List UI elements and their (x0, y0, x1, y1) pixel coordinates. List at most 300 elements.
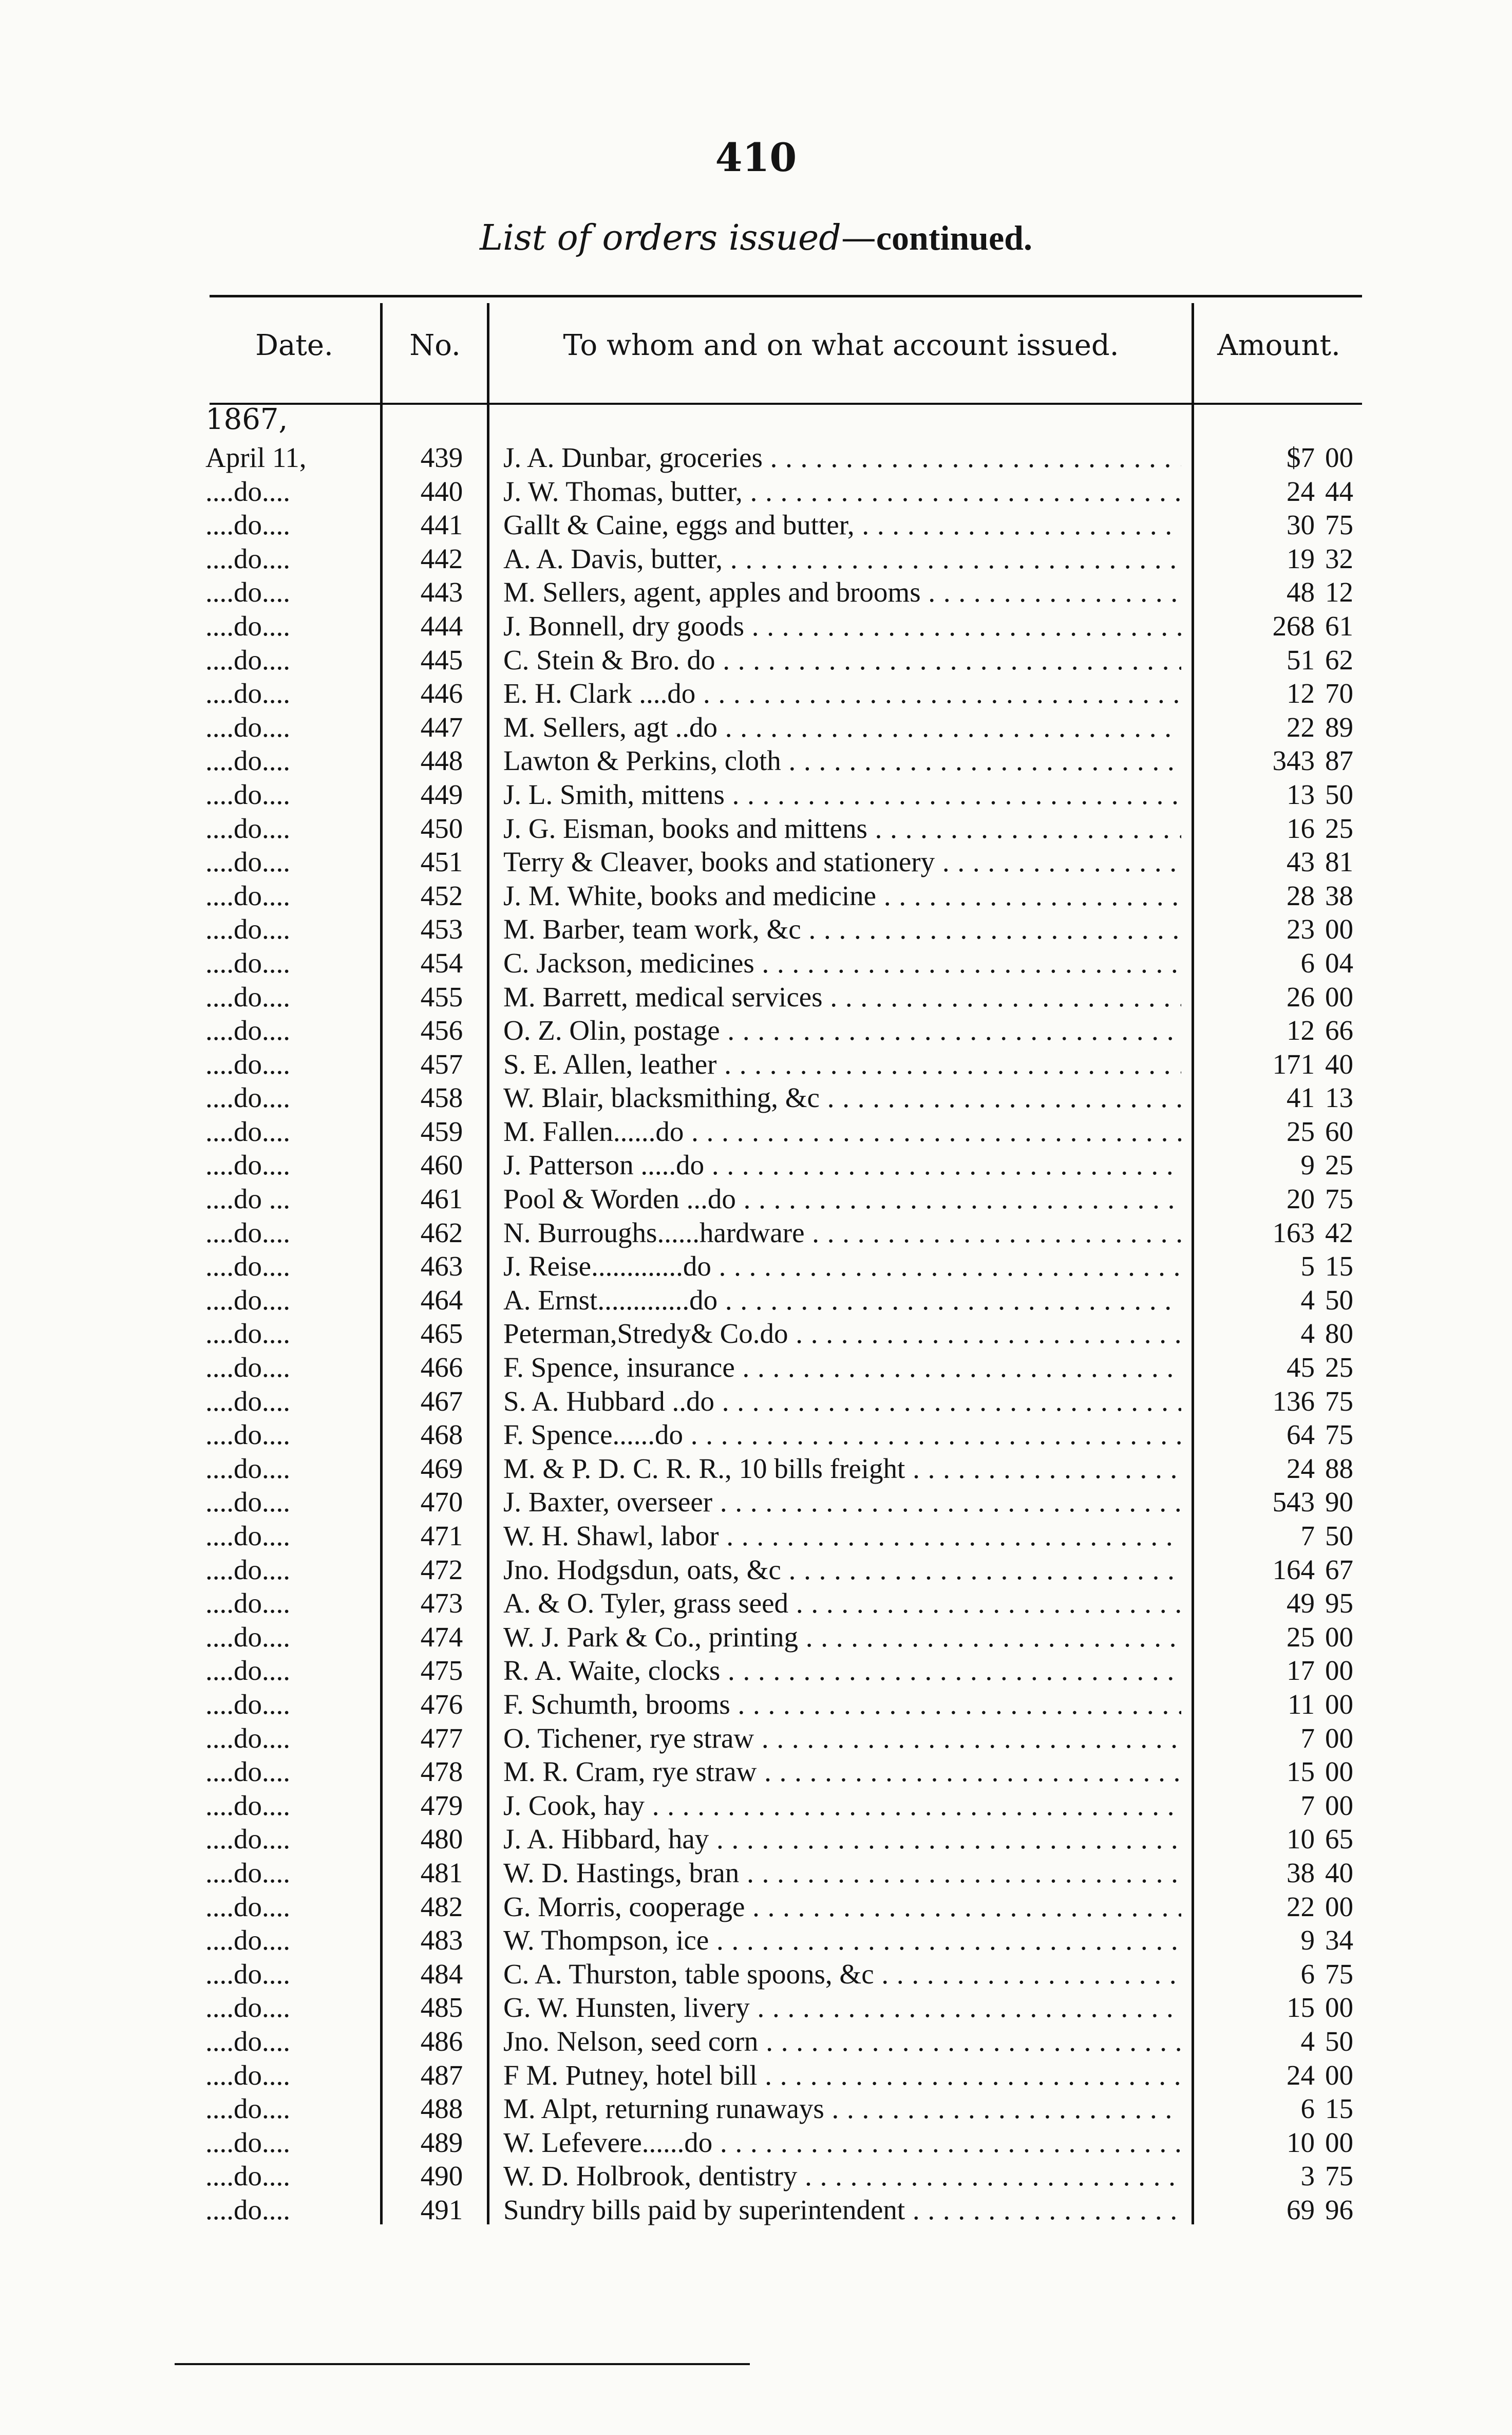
table-row (0, 980, 1512, 1014)
table-row (0, 845, 1512, 879)
row-number: 441 (420, 509, 463, 541)
row-amount-dollars: 43 (1287, 846, 1315, 878)
row-amount-dollars: 69 (1287, 2194, 1315, 2225)
row-date: ....do.... (205, 1284, 290, 1316)
row-number: 485 (420, 1992, 463, 2024)
footer-rule (175, 2363, 750, 2365)
row-description: J. L. Smith, mittens . . . (503, 778, 1181, 812)
table-row (0, 1620, 1512, 1654)
row-amount-dollars: 171 (1272, 1048, 1315, 1080)
table-row (0, 1688, 1512, 1721)
row-date: ....do.... (205, 1082, 290, 1114)
row-description: C. A. Thurston, table spoons, &c . . . (503, 1957, 1181, 1991)
row-number: 454 (420, 947, 463, 979)
row-amount-cents: 00 (1325, 1992, 1353, 2024)
row-amount-dollars: 7 (1300, 1722, 1315, 1754)
table-row (0, 2126, 1512, 2160)
title-continued: continued. (876, 218, 1032, 257)
row-description: J. Cook, hay . . . (503, 1789, 1181, 1823)
table-row (0, 1249, 1512, 1283)
row-date: ....do.... (205, 1823, 290, 1855)
row-amount-dollars: 164 (1272, 1553, 1315, 1585)
row-amount-cents: 15 (1325, 1250, 1353, 1282)
row-amount-cents: 67 (1325, 1553, 1353, 1585)
row-amount-cents: 40 (1325, 1857, 1353, 1888)
table-row (0, 1148, 1512, 1182)
row-number: 488 (420, 2093, 463, 2125)
row-amount-dollars: 17 (1287, 1655, 1315, 1687)
table-row (0, 1957, 1512, 1991)
table-row (0, 778, 1512, 812)
row-amount-dollars: 25 (1287, 1115, 1315, 1147)
row-date: ....do.... (205, 1587, 290, 1619)
table-row (0, 441, 1512, 475)
row-amount-cents: 44 (1325, 475, 1353, 507)
row-description: Terry & Cleaver, books and stationery . . . (503, 845, 1181, 879)
table-row (0, 1890, 1512, 1924)
row-amount-cents: 60 (1325, 1115, 1353, 1147)
table-row (0, 1586, 1512, 1620)
row-amount-cents: 25 (1325, 1352, 1353, 1383)
row-date: ....do.... (205, 1958, 290, 1990)
row-date: ....do.... (205, 1250, 290, 1282)
table-row (0, 1654, 1512, 1688)
row-description: C. Stein & Bro. do . . . (503, 643, 1181, 677)
row-amount-cents: 04 (1325, 947, 1353, 979)
row-number: 471 (420, 1520, 463, 1551)
row-number: 479 (420, 1789, 463, 1821)
row-amount-dollars: 22 (1287, 1890, 1315, 1922)
row-amount-dollars: 15 (1287, 1756, 1315, 1788)
row-date: ....do.... (205, 2059, 290, 2091)
row-description: W. J. Park & Co., printing . . . (503, 1620, 1181, 1654)
row-date: ....do.... (205, 644, 290, 676)
row-number: 465 (420, 1318, 463, 1350)
table-row (0, 879, 1512, 913)
row-description: M. R. Cram, rye straw . . . (503, 1755, 1181, 1789)
row-number: 448 (420, 745, 463, 777)
row-number: 440 (420, 475, 463, 507)
row-date: ....do.... (205, 1857, 290, 1888)
table-row (0, 542, 1512, 576)
row-date: ....do.... (205, 947, 290, 979)
table-row (0, 1452, 1512, 1486)
row-number: 469 (420, 1452, 463, 1484)
row-amount-dollars: 23 (1287, 913, 1315, 945)
row-amount-dollars: 163 (1272, 1216, 1315, 1248)
row-description: J. A. Hibbard, hay . . . (503, 1822, 1181, 1856)
row-amount-cents: 00 (1325, 913, 1353, 945)
row-number: 453 (420, 913, 463, 945)
header-no: No. (409, 329, 461, 362)
row-number: 464 (420, 1284, 463, 1316)
row-number: 477 (420, 1722, 463, 1754)
row-amount-cents: 32 (1325, 542, 1353, 574)
row-amount-dollars: 49 (1287, 1587, 1315, 1619)
table-row (0, 1014, 1512, 1047)
row-amount-dollars: 15 (1287, 1992, 1315, 2024)
row-amount-dollars: 25 (1287, 1621, 1315, 1653)
row-number: 456 (420, 1015, 463, 1046)
table-row (0, 1216, 1512, 1250)
row-amount-cents: 75 (1325, 2160, 1353, 2192)
row-amount-cents: 50 (1325, 1284, 1353, 1316)
row-date: ....do.... (205, 1216, 290, 1248)
row-amount-cents: 80 (1325, 1318, 1353, 1350)
row-amount-dollars: 5 (1300, 1250, 1315, 1282)
row-date: ....do.... (205, 1015, 290, 1046)
row-amount-dollars: 9 (1300, 1149, 1315, 1181)
row-description: Pool & Worden ...do . . . (503, 1182, 1181, 1216)
row-amount-cents: 65 (1325, 1823, 1353, 1855)
row-number: 478 (420, 1756, 463, 1788)
table-row (0, 1283, 1512, 1317)
row-amount-dollars: 28 (1287, 879, 1315, 911)
row-amount-dollars: 543 (1272, 1486, 1315, 1518)
table-row (0, 475, 1512, 509)
header-date: Date. (255, 329, 333, 362)
row-amount-cents: 50 (1325, 778, 1353, 810)
row-description: W. Thompson, ice . . . (503, 1923, 1181, 1957)
row-amount-cents: 00 (1325, 1756, 1353, 1788)
row-number: 451 (420, 846, 463, 878)
row-number: 476 (420, 1688, 463, 1720)
row-description: Jno. Nelson, seed corn . . . (503, 2025, 1181, 2058)
row-date: ....do.... (205, 846, 290, 878)
row-number: 457 (420, 1048, 463, 1080)
row-date: ....do.... (205, 1452, 290, 1484)
row-date: ....do.... (205, 2126, 290, 2158)
row-description: W. H. Shawl, labor . . . (503, 1519, 1181, 1553)
row-amount-dollars: 6 (1300, 947, 1315, 979)
table-row (0, 2193, 1512, 2227)
table-row (0, 710, 1512, 744)
row-description: G. Morris, cooperage . . . (503, 1890, 1181, 1924)
table-row (0, 1115, 1512, 1149)
row-number: 449 (420, 778, 463, 810)
row-number: 468 (420, 1419, 463, 1451)
table-row (0, 912, 1512, 946)
row-date: ....do.... (205, 542, 290, 574)
row-amount-cents: 00 (1325, 1655, 1353, 1687)
row-amount-cents: 00 (1325, 1621, 1353, 1653)
row-number: 443 (420, 576, 463, 608)
row-amount-cents: 70 (1325, 678, 1353, 709)
row-amount-cents: 00 (1325, 2126, 1353, 2158)
row-amount-dollars: 6 (1300, 2093, 1315, 2125)
table-row (0, 643, 1512, 677)
row-number: 462 (420, 1216, 463, 1248)
row-amount-dollars: 11 (1288, 1688, 1315, 1720)
row-description: A. Ernst.............do . . . (503, 1283, 1181, 1317)
table-row (0, 1721, 1512, 1755)
row-amount-cents: 61 (1325, 610, 1353, 642)
row-amount-dollars: 22 (1287, 711, 1315, 743)
table-row (0, 2058, 1512, 2092)
row-number: 480 (420, 1823, 463, 1855)
table-row (0, 1991, 1512, 2025)
row-number: 474 (420, 1621, 463, 1653)
row-description: J. G. Eisman, books and mittens . . . (503, 812, 1181, 846)
row-amount-cents: 00 (1325, 2059, 1353, 2091)
row-number: 473 (420, 1587, 463, 1619)
table-row (0, 1317, 1512, 1351)
table-row (0, 677, 1512, 710)
table-row (0, 1351, 1512, 1384)
row-number: 458 (420, 1082, 463, 1114)
row-description: M. Fallen......do . . . (503, 1115, 1181, 1149)
page-title (0, 218, 1512, 258)
row-number: 447 (420, 711, 463, 743)
orders-list (0, 441, 1512, 2226)
row-amount-dollars: 7 (1300, 1789, 1315, 1821)
row-description: J. A. Dunbar, groceries . . . (503, 441, 1181, 475)
row-amount-cents: 50 (1325, 2025, 1353, 2057)
row-amount-cents: 00 (1325, 981, 1353, 1013)
row-amount-dollars: 4 (1300, 2025, 1315, 2057)
row-amount-dollars: 19 (1287, 542, 1315, 574)
row-description: Lawton & Perkins, cloth . . . (503, 744, 1181, 778)
row-amount-cents: 96 (1325, 2194, 1353, 2225)
table-row (0, 2159, 1512, 2193)
table-row (0, 1755, 1512, 1789)
row-description: E. H. Clark ....do . . . (503, 677, 1181, 710)
row-description: J. Patterson .....do . . . (503, 1148, 1181, 1182)
row-amount-cents: 89 (1325, 711, 1353, 743)
row-number: 472 (420, 1553, 463, 1585)
row-amount-cents: 87 (1325, 745, 1353, 777)
row-date: ....do.... (205, 1655, 290, 1687)
row-description: A. A. Davis, butter, . . . (503, 542, 1181, 576)
row-number: 491 (420, 2194, 463, 2225)
row-description: O. Z. Olin, postage . . . (503, 1014, 1181, 1047)
table-top-rule (210, 295, 1362, 297)
row-amount-dollars: 26 (1287, 981, 1315, 1013)
page-number: 410 (715, 135, 797, 180)
table-row (0, 1485, 1512, 1519)
row-amount-cents: 13 (1325, 1082, 1353, 1114)
row-number: 466 (420, 1352, 463, 1383)
row-description: J. Baxter, overseer . . . (503, 1485, 1181, 1519)
row-date: ....do.... (205, 1756, 290, 1788)
row-description: O. Tichener, rye straw . . . (503, 1721, 1181, 1755)
row-date: ....do.... (205, 1688, 290, 1720)
row-number: 459 (420, 1115, 463, 1147)
row-date: ....do.... (205, 1352, 290, 1383)
row-description: R. A. Waite, clocks . . . (503, 1654, 1181, 1688)
table-row (0, 2092, 1512, 2126)
table-row (0, 1923, 1512, 1957)
row-amount-dollars: 30 (1287, 509, 1315, 541)
table-row (0, 1418, 1512, 1452)
table-row (0, 1182, 1512, 1216)
row-number: 484 (420, 1958, 463, 1990)
row-date: ....do.... (205, 1722, 290, 1754)
row-amount-dollars: 38 (1287, 1857, 1315, 1888)
row-date: April 11, (205, 442, 307, 473)
row-number: 463 (420, 1250, 463, 1282)
row-amount-dollars: $7 (1287, 442, 1315, 473)
row-date: ....do.... (205, 745, 290, 777)
row-description: Jno. Hodgsdun, oats, &c . . . (503, 1553, 1181, 1587)
row-date: ....do.... (205, 509, 290, 541)
row-date: ....do.... (205, 1520, 290, 1551)
row-amount-dollars: 41 (1287, 1082, 1315, 1114)
header-amount: Amount. (1217, 329, 1340, 362)
row-number: 452 (420, 879, 463, 911)
row-amount-cents: 66 (1325, 1015, 1353, 1046)
row-description: F. Schumth, brooms . . . (503, 1688, 1181, 1721)
table-row (0, 1553, 1512, 1587)
row-amount-cents: 00 (1325, 1890, 1353, 1922)
row-date: ....do.... (205, 576, 290, 608)
table-row (0, 812, 1512, 846)
row-date: ....do.... (205, 778, 290, 810)
row-amount-dollars: 6 (1300, 1958, 1315, 1990)
row-date: ....do.... (205, 1385, 290, 1417)
row-amount-dollars: 20 (1287, 1183, 1315, 1215)
row-amount-cents: 15 (1325, 2093, 1353, 2125)
row-amount-dollars: 64 (1287, 1419, 1315, 1451)
row-number: 489 (420, 2126, 463, 2158)
row-date: ....do.... (205, 1318, 290, 1350)
table-row (0, 2025, 1512, 2058)
table-row (0, 744, 1512, 778)
row-date: ....do.... (205, 913, 290, 945)
row-amount-cents: 75 (1325, 1958, 1353, 1990)
row-description: S. A. Hubbard ..do . . . (503, 1384, 1181, 1418)
row-amount-cents: 75 (1325, 1385, 1353, 1417)
row-number: 444 (420, 610, 463, 642)
table-row (0, 575, 1512, 609)
row-description: M. Sellers, agt ..do . . . (503, 710, 1181, 744)
table-row (0, 609, 1512, 643)
header-description: To whom and on what account issued. (563, 329, 1119, 362)
row-date: ....do.... (205, 2194, 290, 2225)
table-row (0, 1384, 1512, 1418)
row-amount-dollars: 10 (1287, 1823, 1315, 1855)
row-number: 470 (420, 1486, 463, 1518)
row-number: 482 (420, 1890, 463, 1922)
row-date: ....do.... (205, 879, 290, 911)
row-date: ....do.... (205, 475, 290, 507)
row-amount-cents: 00 (1325, 1722, 1353, 1754)
row-description: W. Lefevere......do . . . (503, 2126, 1181, 2160)
row-amount-dollars: 4 (1300, 1284, 1315, 1316)
row-amount-cents: 75 (1325, 1183, 1353, 1215)
row-amount-dollars: 16 (1287, 812, 1315, 844)
row-description: G. W. Hunsten, livery . . . (503, 1991, 1181, 2025)
row-description: J. W. Thomas, butter, . . . (503, 475, 1181, 509)
row-amount-dollars: 12 (1287, 1015, 1315, 1046)
row-date: ....do.... (205, 711, 290, 743)
row-number: 450 (420, 812, 463, 844)
table-row (0, 1856, 1512, 1890)
row-amount-dollars: 4 (1300, 1318, 1315, 1350)
row-date: ....do.... (205, 1621, 290, 1653)
row-description: J. Bonnell, dry goods . . . (503, 609, 1181, 643)
row-number: 446 (420, 678, 463, 709)
row-amount-cents: 90 (1325, 1486, 1353, 1518)
row-description: F. Spence, insurance . . . (503, 1351, 1181, 1384)
row-number: 461 (420, 1183, 463, 1215)
title-main: List of orders issued (480, 218, 841, 258)
row-amount-cents: 75 (1325, 509, 1353, 541)
row-amount-dollars: 136 (1272, 1385, 1315, 1417)
row-number: 442 (420, 542, 463, 574)
row-amount-cents: 00 (1325, 1789, 1353, 1821)
row-amount-cents: 81 (1325, 846, 1353, 878)
row-description: J. M. White, books and medicine . . . (503, 879, 1181, 913)
row-description: F. Spence......do . . . (503, 1418, 1181, 1452)
row-amount-dollars: 48 (1287, 576, 1315, 608)
row-date: ....do.... (205, 678, 290, 709)
row-amount-cents: 00 (1325, 442, 1353, 473)
row-date: ....do ... (205, 1183, 290, 1215)
row-amount-cents: 50 (1325, 1520, 1353, 1551)
row-description: W. Blair, blacksmithing, &c . . . (503, 1081, 1181, 1115)
row-number: 481 (420, 1857, 463, 1888)
row-description: S. E. Allen, leather . . . (503, 1047, 1181, 1081)
row-amount-dollars: 51 (1287, 644, 1315, 676)
row-date: ....do.... (205, 610, 290, 642)
row-description: M. Alpt, returning runaways . . . (503, 2092, 1181, 2126)
row-amount-dollars: 7 (1300, 1520, 1315, 1551)
row-description: W. D. Hastings, bran . . . (503, 1856, 1181, 1890)
row-amount-cents: 40 (1325, 1048, 1353, 1080)
row-amount-cents: 88 (1325, 1452, 1353, 1484)
row-amount-cents: 25 (1325, 812, 1353, 844)
row-date: ....do.... (205, 1553, 290, 1585)
row-amount-dollars: 10 (1287, 2126, 1315, 2158)
row-amount-dollars: 24 (1287, 475, 1315, 507)
row-amount-dollars: 9 (1300, 1924, 1315, 1956)
row-date: ....do.... (205, 1115, 290, 1147)
row-amount-dollars: 24 (1287, 2059, 1315, 2091)
table-row (0, 1081, 1512, 1115)
row-description: A. & O. Tyler, grass seed . . . (503, 1586, 1181, 1620)
table-row (0, 1789, 1512, 1823)
title-dash: — (841, 218, 876, 258)
row-date: ....do.... (205, 2025, 290, 2057)
row-number: 445 (420, 644, 463, 676)
row-description: M. Sellers, agent, apples and brooms . . . (503, 575, 1181, 609)
row-date: ....do.... (205, 981, 290, 1013)
row-date: ....do.... (205, 1890, 290, 1922)
row-date: ....do.... (205, 1924, 290, 1956)
row-date: ....do.... (205, 1149, 290, 1181)
row-number: 455 (420, 981, 463, 1013)
row-amount-dollars: 12 (1287, 678, 1315, 709)
row-description: Sundry bills paid by superintendent . . . (503, 2193, 1181, 2227)
row-date: ....do.... (205, 2160, 290, 2192)
row-amount-cents: 12 (1325, 576, 1353, 608)
row-date: ....do.... (205, 1789, 290, 1821)
row-number: 490 (420, 2160, 463, 2192)
row-number: 487 (420, 2059, 463, 2091)
row-number: 483 (420, 1924, 463, 1956)
row-description: J. Reise.............do . . . (503, 1249, 1181, 1283)
row-date: ....do.... (205, 1419, 290, 1451)
row-description: Gallt & Caine, eggs and butter, . . . (503, 508, 1181, 542)
table-row (0, 1047, 1512, 1081)
row-amount-cents: 38 (1325, 879, 1353, 911)
table-row (0, 1822, 1512, 1856)
row-amount-cents: 75 (1325, 1419, 1353, 1451)
row-description: M. Barber, team work, &c . . . (503, 912, 1181, 946)
row-number: 467 (420, 1385, 463, 1417)
row-date: ....do.... (205, 1048, 290, 1080)
